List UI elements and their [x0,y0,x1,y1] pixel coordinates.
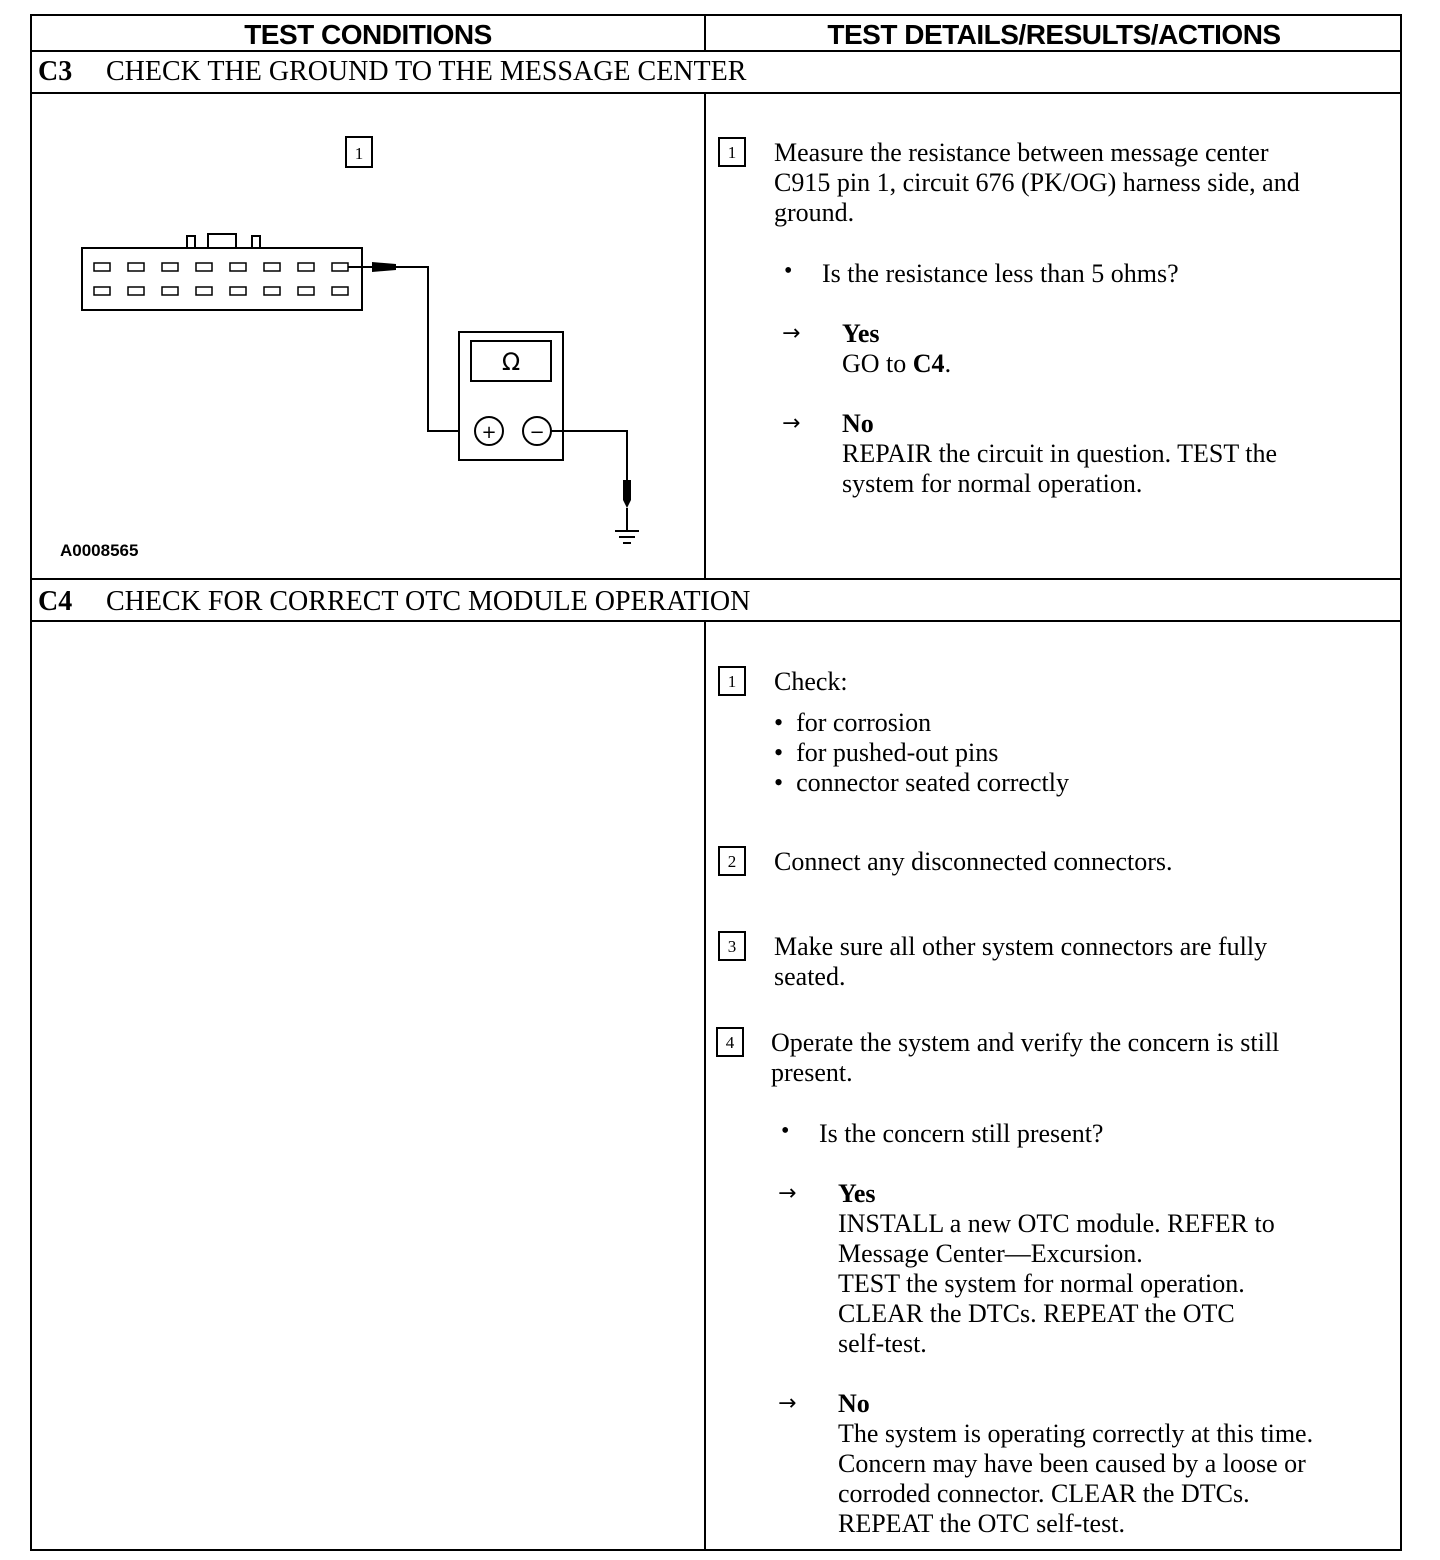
c4-title: CHECK FOR CORRECT OTC MODULE OPERATION [106,586,751,617]
c4-step4-box: 4 [716,1027,744,1057]
c4-no-arrow: → [778,1391,797,1416]
c4-title-rule [32,620,1400,622]
c3-yes-result: Yes GO to C4. [842,319,952,378]
figure-id: A0008565 [60,541,139,560]
ohm-symbol: Ω [501,348,521,376]
ohmmeter [459,332,563,460]
c4-check-list [774,708,1334,798]
c3-question: Is the resistance less than 5 ohms? [822,259,1179,288]
c3-step1-text: Measure the resistance between message center C915 pin 1, circuit 676 (PK/OG) harness side, and ground. [774,138,1300,227]
diagram-step-label: 1 [354,144,364,163]
c4-section-title [32,582,1400,622]
list-item: • for corrosion [774,708,932,737]
connector-c915 [82,234,362,310]
c4-top-rule [32,578,1400,580]
list-item: • for pushed-out pins [774,738,999,767]
c3-section-title [32,52,1400,92]
c3-code: C3 [38,56,73,87]
c3-bullet: • [784,258,793,284]
c4-yes-result: Yes INSTALL a new OTC module. REFER to Message Center—Excursion. TEST the system for normal operation. CLEAR the DTCs. REPEAT the OTC self-test. [838,1179,1275,1358]
plus-terminal-label: + [481,422,497,443]
c3-title: CHECK THE GROUND TO THE MESSAGE CENTER [106,56,747,87]
c3-no-arrow: → [782,411,801,436]
header-divider [704,16,706,50]
c4-step1-text: Check: [774,667,848,696]
c4-column-divider [704,622,706,1551]
ground-icon [615,531,639,543]
minus-terminal-label: − [529,422,545,443]
test-table [30,14,1402,1551]
c4-bullet: • [781,1118,790,1144]
c4-step1-box: 1 [718,666,746,696]
c4-link[interactable]: C4 [912,349,945,378]
c4-step3-box: 3 [718,931,746,961]
c4-yes-arrow: → [778,1181,797,1206]
c4-no-result: No The system is operating correctly at this time. Concern may have been caused by a loose or corroded connector. CLEAR the DTCs. REPEAT the OTC self-test. [838,1389,1314,1538]
c4-question: Is the concern still present? [819,1119,1104,1148]
c4-step2-box: 2 [718,846,746,876]
header-test-details: TEST DETAILS/RESULTS/ACTIONS [827,19,1281,50]
c3-no-result: No REPAIR the circuit in question. TEST the system for normal operation. [842,409,1278,498]
positive-test-lead [348,262,472,431]
c4-step2-text: Connect any disconnected connectors. [774,847,1173,876]
c3-yes-arrow: → [782,321,801,346]
c4-step3-text: Make sure all other system connectors are fully seated. [774,932,1268,991]
c3-step1-box: 1 [718,137,746,167]
c4-step4-text: Operate the system and verify the concern is still present. [771,1028,1280,1087]
c3-column-divider [704,94,706,578]
c3-wiring-diagram [32,94,704,578]
c4-code: C4 [38,586,73,617]
header-test-conditions: TEST CONDITIONS [244,19,492,50]
list-item: • connector seated correctly [774,768,1069,797]
